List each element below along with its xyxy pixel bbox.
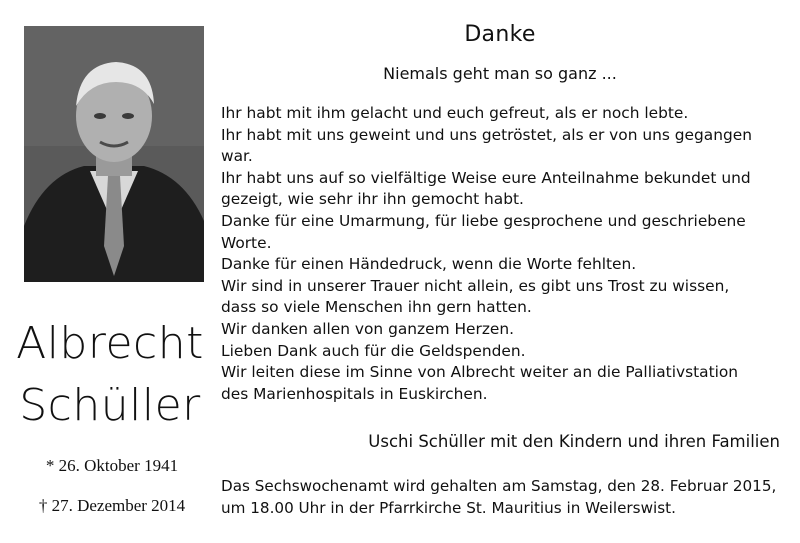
body-line: Ihr habt mit ihm gelacht und euch gefreut, als er noch lebte. [221,104,689,122]
death-date: † 27. Dezember 2014 [38,496,186,515]
body-line: des Marienhospitals in Euskirchen. [221,384,488,403]
memorial-service-info [221,476,781,519]
body-line: Wir sind in unserer Trauer nicht allein, es gibt uns Trost zu wissen, [221,276,730,295]
body-line: Wir danken allen von ganzem Herzen. [221,319,515,338]
body-line: gezeigt, wie sehr ihr ihn gemocht habt. [221,190,524,209]
portrait-photo [24,26,204,282]
footer-line: um 18.00 Uhr in der Pfarrkirche St. Mauritius in Weilerswist. [221,498,676,517]
notice-subtitle: Niemals geht man so ganz ... [383,64,617,83]
birth-date: * 26. Oktober 1941 [45,456,179,475]
body-line: war. [221,147,253,166]
signature: Uschi Schüller mit den Kindern und ihren Familien [368,432,780,451]
body-line: Wir leiten diese im Sinne von Albrecht weiter an die Palliativstation [221,363,739,382]
body-line: Danke für eine Umarmung, für liebe gesprochene und geschriebene [221,211,746,230]
notice-title: Danke [464,22,536,47]
footer-line: Das Sechswochenamt wird gehalten am Samstag, den 28. Februar 2015, [221,477,777,495]
body-line: Ihr habt mit uns geweint und uns getröstet, als er von uns gegangen [221,125,752,144]
notice-body [221,103,781,405]
deceased-last-name: Schüller [19,380,201,431]
body-line: Ihr habt uns auf so vielfältige Weise eure Anteilnahme bekundet und [221,168,751,187]
body-line: Worte. [221,233,272,252]
body-line: Danke für einen Händedruck, wenn die Worte fehlten. [221,255,637,274]
body-line: Lieben Dank auch für die Geldspenden. [221,341,526,360]
body-line: dass so viele Menschen ihn gern hatten. [221,298,532,317]
deceased-first-name: Albrecht [16,318,204,369]
portrait-icon [24,26,204,282]
